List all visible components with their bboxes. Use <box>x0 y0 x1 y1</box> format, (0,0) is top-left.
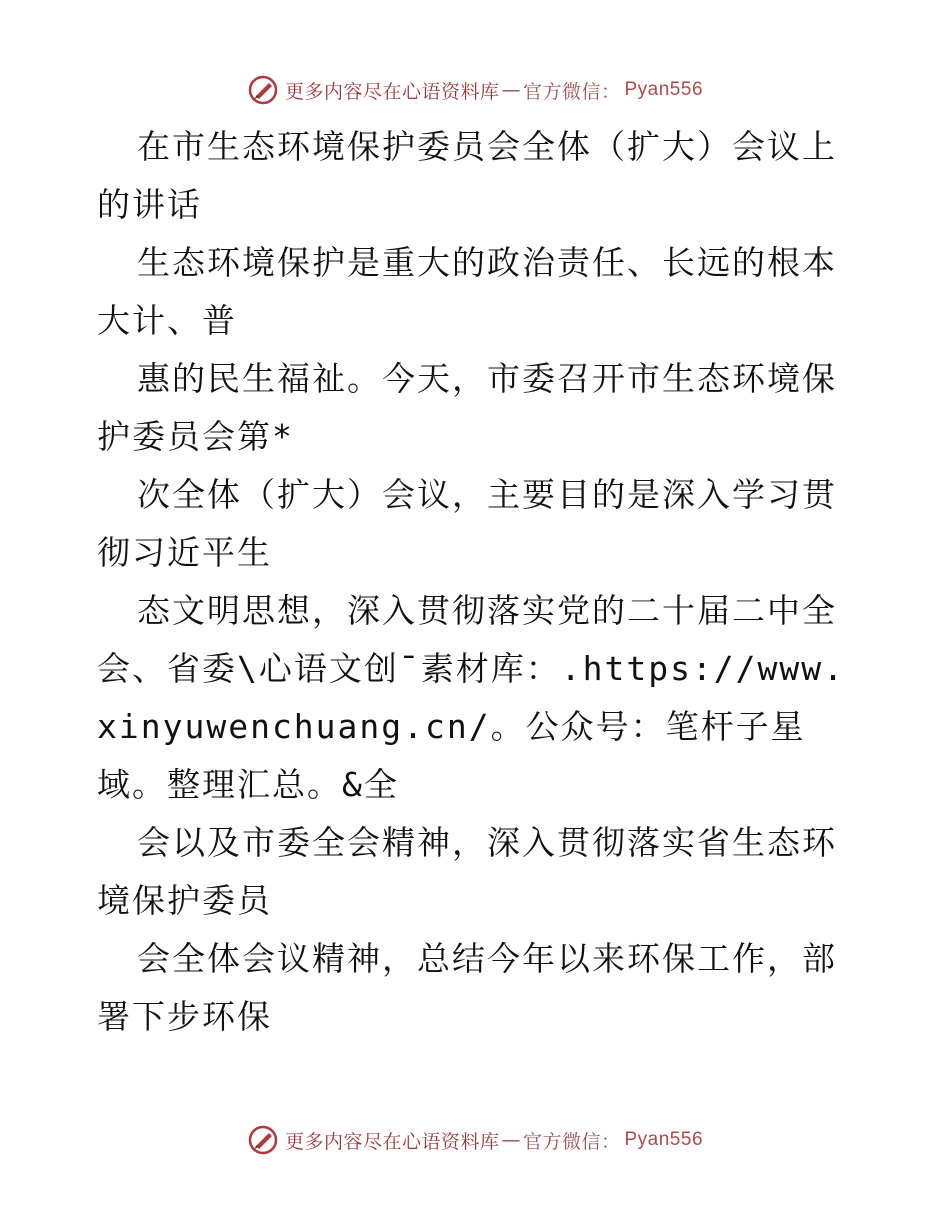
paragraph-3: 惠的民生福祉。今天，市委召开市生态环境保护委员会第* <box>97 359 837 456</box>
paragraph-1: 在市生态环境保护委员会全体（扩大）会议上的讲话 <box>97 127 837 224</box>
paragraph-2: 生态环境保护是重大的政治责任、长远的根本大计、普 <box>97 243 837 340</box>
paragraph-7: 会全体会议精神，总结今年以来环保工作，部署下步环保 <box>97 939 837 1036</box>
brush-logo-icon <box>247 74 279 106</box>
watermark-id: Pyan556 <box>624 79 704 100</box>
watermark-label: 官方微信： <box>522 80 621 103</box>
watermark-text: 更多内容尽在心语资料库 <box>284 80 500 103</box>
watermark-separator: — <box>501 1129 521 1151</box>
document-body <box>97 118 857 1046</box>
watermark-id: Pyan556 <box>624 1129 704 1150</box>
paragraph-4: 次全体（扩大）会议，主要目的是深入学习贯彻习近平生 <box>97 475 837 572</box>
brush-logo-icon <box>247 1124 279 1156</box>
paragraph-5: 态文明思想，深入贯彻落实党的二十届二中全会、省委\心语文创¯素材库：.https://www.xinyuwenchuang.cn/。公众号：笔杆子星域。整理汇总。&全 <box>97 591 846 804</box>
footer-watermark <box>0 1120 950 1160</box>
header-watermark <box>0 70 950 110</box>
paragraph-6: 会以及市委全会精神，深入贯彻落实省生态环境保护委员 <box>97 823 837 920</box>
watermark-label: 官方微信： <box>522 1130 621 1153</box>
watermark-separator: — <box>501 79 521 101</box>
watermark-text: 更多内容尽在心语资料库 <box>284 1130 500 1153</box>
